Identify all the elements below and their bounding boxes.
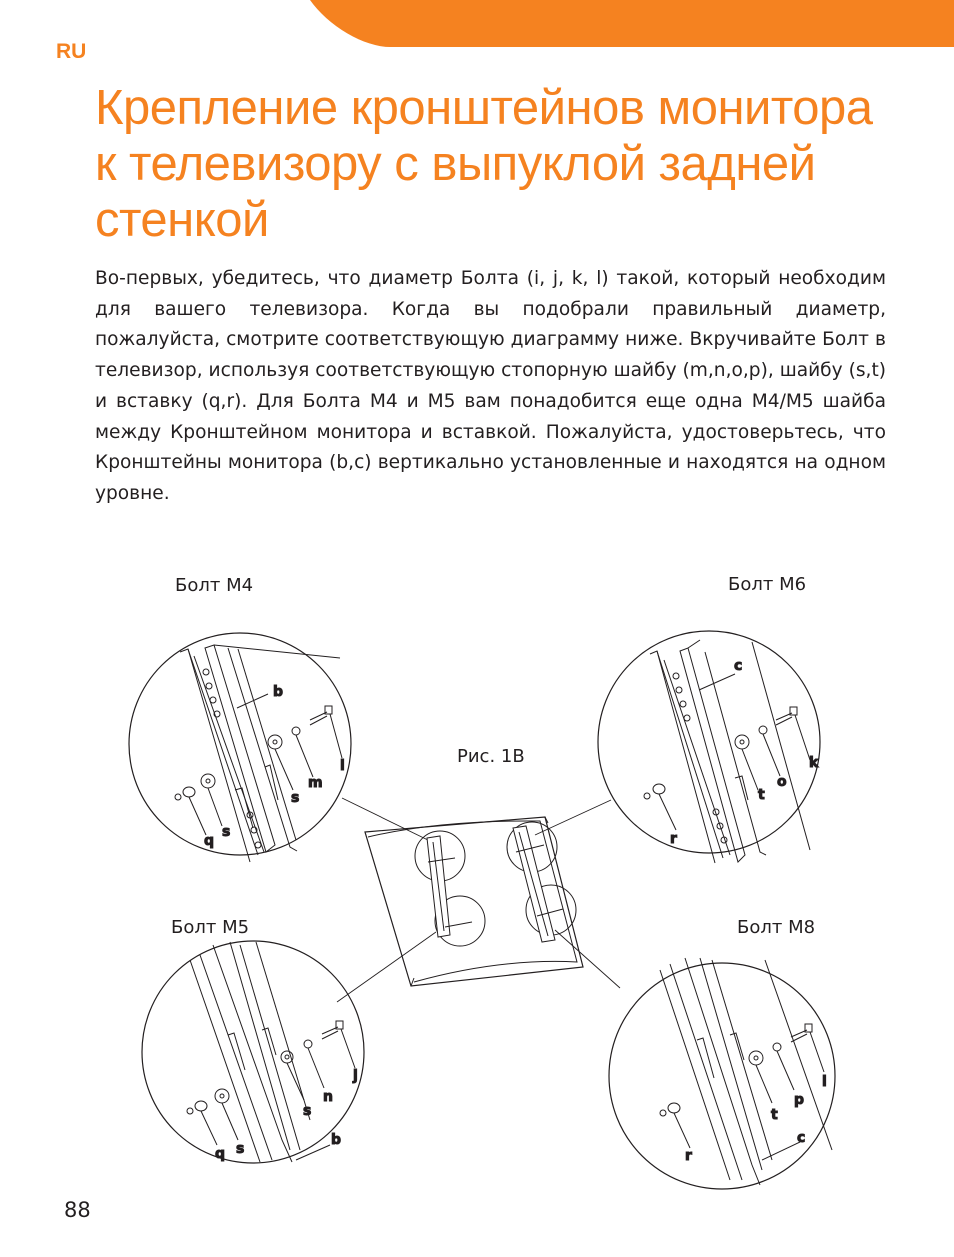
page-number: 88 [64, 1198, 91, 1222]
m8-part-l: l [822, 1074, 827, 1090]
m6-part-c: c [734, 658, 743, 674]
m4-part-i: i [340, 758, 345, 774]
connector-lines [337, 798, 620, 1002]
label-bolt-m4: Болт M4 [175, 575, 254, 596]
zoom-circle-m8 [609, 958, 835, 1189]
label-bolt-m8: Болт M8 [737, 917, 816, 938]
m5-part-q: q [215, 1146, 226, 1162]
page-title: Крепление кронштейнов монитора к телевизору с выпуклой задней стенкой [95, 81, 873, 247]
body-paragraph: Во-первых, убедитесь, что диаметр Болта (i, j, k, l) такой, который необходим для вашего телевизора. Когда вы подобрали правильный диаметр, пожалуйста, смотрите соответствующую диаграмму ниже. Вкручивайте Болт в телевизор, используя соответствующую стопорную шайбу (m,n,o,p), шайбу (s,t) и вставку (q,r). Для Болта M4 и M5 вам понадобится еще одна M4/M5 шайба между Кронштейном монитора и вставкой. Пожалуйста, удостоверьтесь, что Кронштейны монитора (b,c) вертикально установленные и находятся на одном уровне. [95, 268, 886, 504]
m5-part-s-upper: s [303, 1103, 312, 1119]
figure-caption: Рис. 1B [457, 746, 525, 767]
m5-part-j: j [353, 1068, 358, 1084]
zoom-circle-m5 [142, 941, 364, 1163]
m6-part-t: t [758, 787, 765, 803]
tv-back-illustration [365, 817, 583, 986]
label-bolt-m6: Болт M6 [728, 574, 807, 595]
m6-part-r: r [670, 831, 677, 847]
m8-part-t: t [771, 1107, 778, 1123]
m8-part-c: c [797, 1130, 806, 1146]
m6-part-o: o [777, 774, 787, 790]
m4-part-b: b [273, 684, 284, 700]
label-bolt-m5: Болт M5 [171, 917, 250, 938]
m8-part-r: r [685, 1148, 692, 1164]
zoom-circle-m4 [129, 633, 351, 862]
m4-part-s-lower: s [222, 824, 231, 840]
m4-part-m: m [308, 775, 323, 791]
zoom-circle-m6 [598, 631, 820, 863]
m4-part-q: q [204, 833, 215, 849]
m4-part-s-upper: s [291, 790, 300, 806]
language-code: RU [56, 40, 87, 63]
m6-part-k: k [809, 755, 819, 771]
m5-part-s-lower: s [236, 1141, 245, 1157]
m5-part-b: b [331, 1132, 342, 1148]
m8-part-p: p [794, 1092, 805, 1108]
m5-part-n: n [323, 1089, 333, 1105]
